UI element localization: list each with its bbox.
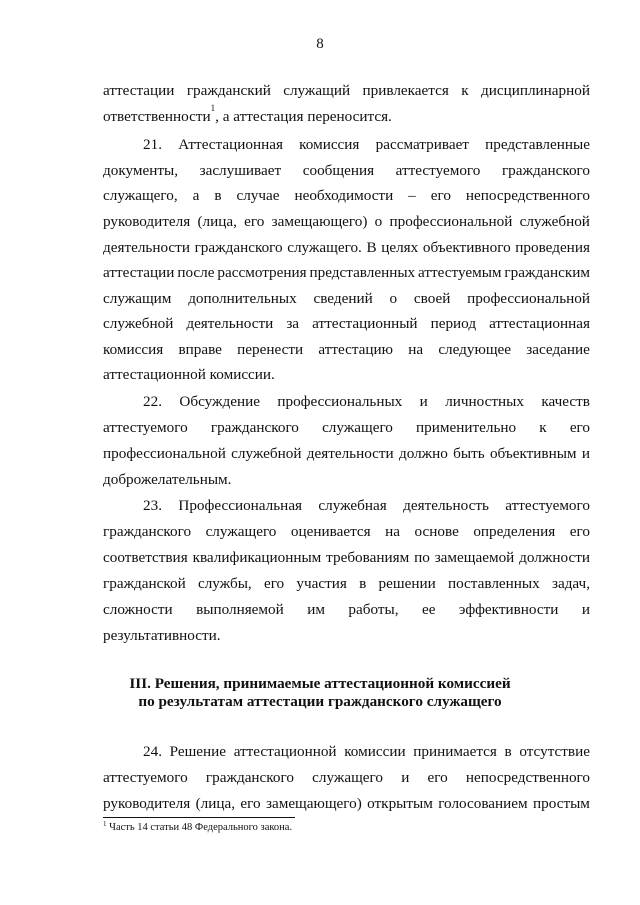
text-line [143, 393, 590, 411]
word: руководителя [103, 213, 191, 230]
word: профессиональных [277, 393, 403, 410]
word: должно [398, 445, 448, 462]
word: аттестационная [489, 315, 590, 332]
word: гражданской [103, 575, 186, 592]
word: сложности [103, 601, 173, 618]
word: привлекается [362, 82, 449, 99]
word: профессиональной [467, 290, 590, 307]
text-line [103, 290, 590, 308]
word: служебной [519, 213, 590, 230]
text-segment: , а аттестация переносится. [215, 108, 392, 125]
text-segment: доброжелательным. [103, 471, 232, 488]
section-heading-line-1: III. Решения, принимаемые аттестационной комиссией [129, 675, 511, 692]
word: им [307, 601, 325, 618]
word: рассмотрения [217, 264, 307, 281]
word: заседание [526, 341, 590, 358]
word: выполняемой [196, 601, 284, 618]
word: участия [296, 575, 347, 592]
word: служащего [312, 769, 383, 786]
word: Аттестационная [178, 136, 283, 153]
page-number: 8 [316, 36, 324, 52]
text-line [103, 471, 590, 489]
word: а [192, 187, 200, 204]
word: непосредственного [465, 769, 590, 786]
word: его [240, 795, 261, 812]
text-line [103, 239, 590, 257]
word: служащего [205, 523, 277, 540]
word: гражданского [205, 769, 294, 786]
word: проведения [515, 239, 590, 256]
word: и [581, 445, 590, 462]
word: комиссия [103, 341, 164, 358]
text-line [103, 264, 590, 282]
word: его [427, 769, 448, 786]
word: период [430, 315, 477, 332]
word: аттестуемого [103, 769, 188, 786]
word: объективного [422, 239, 511, 256]
word: объективным [489, 445, 577, 462]
word: его [569, 523, 590, 540]
text-line [103, 795, 590, 813]
text-line [103, 601, 590, 619]
word: быть [453, 445, 485, 462]
word: аттестуемым [418, 264, 502, 281]
word: замещающего) [271, 213, 368, 230]
word: следующее [438, 341, 512, 358]
word: определения [473, 523, 556, 540]
text-segment: аттестационной комиссии. [103, 366, 275, 383]
word: за [286, 315, 300, 332]
word: сообщения [302, 162, 375, 179]
word: заслушивает [199, 162, 282, 179]
word: непосредственного [465, 187, 590, 204]
word: гражданского [501, 162, 590, 179]
word: применительно [416, 419, 517, 436]
text-line [143, 136, 590, 154]
text-line [103, 315, 590, 333]
word: на [408, 341, 424, 358]
word: и [581, 601, 590, 618]
word: вправе [178, 341, 222, 358]
word: замещаемой [434, 549, 515, 566]
word: служебная [318, 497, 387, 514]
word: комиссия [299, 136, 360, 153]
word: 23. [143, 497, 162, 514]
word: и [401, 769, 410, 786]
text-line [103, 445, 590, 463]
word: 21. [143, 136, 162, 153]
word: служащего [322, 419, 393, 436]
word: о [389, 290, 398, 307]
word: и [419, 393, 428, 410]
text-segment: результативности. [103, 627, 221, 644]
text-line [103, 769, 590, 787]
word: качеств [541, 393, 590, 410]
word: представленные [485, 136, 590, 153]
footnote-text: Часть 14 статьи 48 Федерального закона. [106, 822, 293, 833]
word: случае [236, 187, 280, 204]
word: В [366, 239, 377, 256]
word: деятельности [103, 239, 190, 256]
word: к [461, 82, 469, 99]
word: в [504, 743, 512, 760]
word: руководителя [103, 795, 191, 812]
footnote [103, 821, 292, 834]
word: сведений [313, 290, 373, 307]
word: простым [533, 795, 590, 812]
word: замещающего) [265, 795, 362, 812]
text-line [103, 419, 590, 437]
word: основе [414, 523, 459, 540]
word: аттестационной [233, 743, 337, 760]
word: после [177, 264, 215, 281]
word: 24. [143, 743, 162, 760]
word: должности [519, 549, 590, 566]
word: его [263, 575, 285, 592]
word: на [385, 523, 401, 540]
text-line [103, 103, 590, 126]
word: решении [378, 575, 436, 592]
word: комиссии [344, 743, 406, 760]
word: гражданского [103, 523, 192, 540]
text-line [103, 213, 590, 231]
footnote-marker: 1 [103, 820, 107, 828]
word: поставленных [447, 575, 540, 592]
word: гражданского [210, 419, 299, 436]
word: задач, [551, 575, 590, 592]
word: соответствия [103, 549, 188, 566]
text-line [143, 497, 590, 515]
word: (лица, [197, 213, 237, 230]
word: о [374, 213, 383, 230]
word: гражданского [194, 239, 283, 256]
word: дополнительных [188, 290, 297, 307]
word: документы, [103, 162, 178, 179]
word: личностных [445, 393, 524, 410]
word: службы, [197, 575, 252, 592]
word: работы, [348, 601, 399, 618]
word: принимается [413, 743, 497, 760]
footnote-reference: 1 [210, 103, 216, 113]
word: Решение [169, 743, 227, 760]
word: аттестации [103, 82, 175, 99]
word: гражданский [186, 82, 271, 99]
text-line [103, 627, 590, 645]
word: профессиональной [389, 213, 513, 230]
word: служащего, [103, 187, 178, 204]
text-line [103, 549, 590, 567]
word: гражданским [504, 264, 590, 281]
word: 22. [143, 393, 162, 410]
word: квалификационным [192, 549, 322, 566]
word: аттестуемого [103, 419, 188, 436]
text-line [103, 162, 590, 180]
text-line [103, 187, 590, 205]
word: его [569, 419, 590, 436]
footnote-separator [103, 817, 295, 818]
word: Профессиональная [178, 497, 303, 514]
word: в [214, 187, 222, 204]
word: ее [421, 601, 436, 618]
word: его [244, 213, 265, 230]
word: служащего. [287, 239, 362, 256]
word: (лица, [195, 795, 236, 812]
word: отсутствие [519, 743, 590, 760]
word: требованиям [326, 549, 410, 566]
word: аттестации [103, 264, 175, 281]
word: аттестуемого [505, 497, 590, 514]
word: Обсуждение [179, 393, 260, 410]
word: его [430, 187, 451, 204]
word: служебной [103, 315, 174, 332]
word: – [408, 187, 416, 204]
text-line [143, 743, 590, 761]
text-segment: ответственности [103, 108, 211, 125]
text-line [103, 523, 590, 541]
text-line [103, 82, 590, 100]
word: деятельности [186, 315, 274, 332]
word: профессиональной [103, 445, 226, 462]
text-line [103, 341, 590, 359]
word: служащим [103, 290, 172, 307]
word: оценивается [290, 523, 371, 540]
word: в [359, 575, 367, 592]
word: к [539, 419, 547, 436]
word: необходимости [294, 187, 394, 204]
word: эффективности [458, 601, 559, 618]
word: своей [413, 290, 451, 307]
word: деятельности [306, 445, 394, 462]
text-line [103, 575, 590, 593]
word: аттестацию [318, 341, 393, 358]
word: деятельность [403, 497, 489, 514]
word: служебной [231, 445, 302, 462]
word: по [414, 549, 430, 566]
text-line [103, 366, 590, 384]
word: открытым [367, 795, 433, 812]
word: голосованием [438, 795, 528, 812]
section-heading-line-2: по результатам аттестации гражданского служащего [138, 693, 502, 710]
word: представленных [309, 264, 416, 281]
word: целях [381, 239, 419, 256]
word: рассматривает [375, 136, 469, 153]
word: аттестационный [312, 315, 418, 332]
word: перенести [237, 341, 304, 358]
word: аттестуемого [395, 162, 481, 179]
word: служащий [283, 82, 351, 99]
word: дисциплинарной [480, 82, 590, 99]
